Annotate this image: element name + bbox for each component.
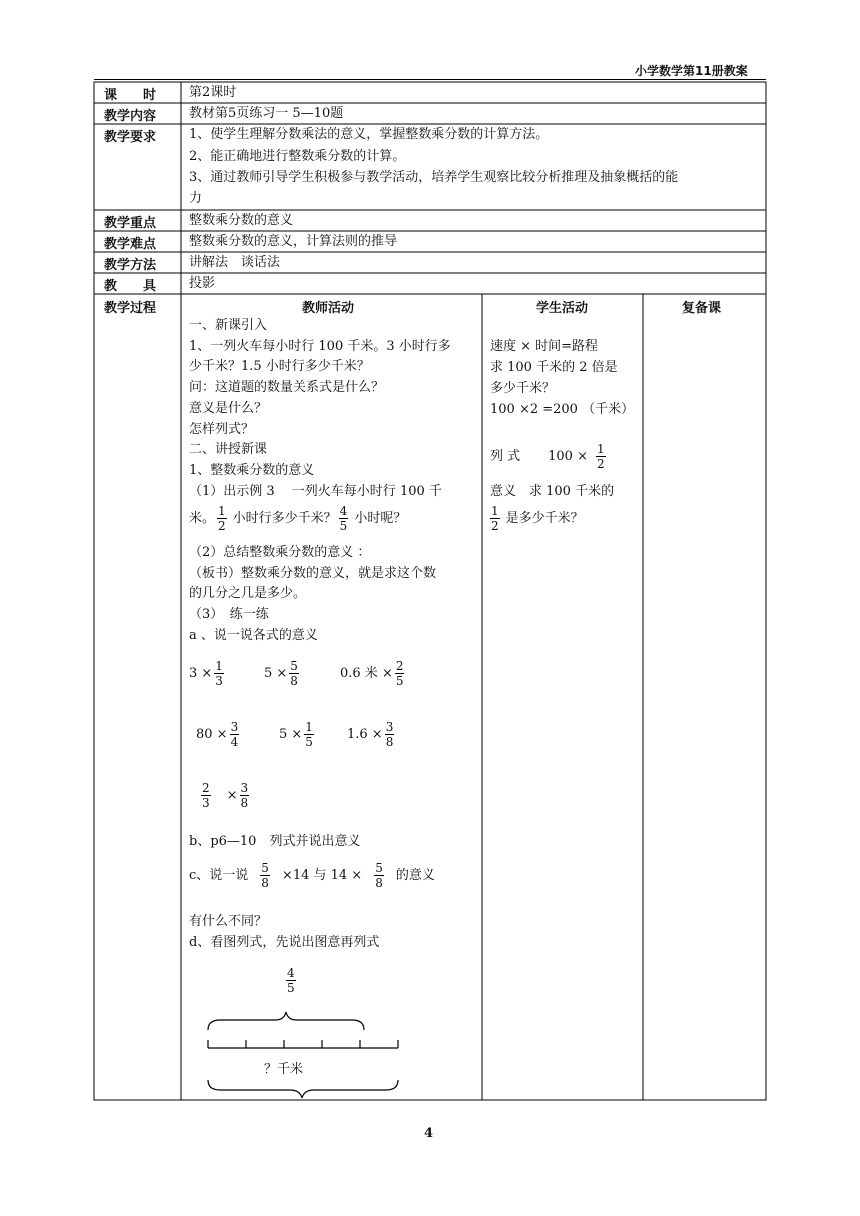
teacher-line: （3） 练一练 [189, 607, 269, 622]
expression-3x1-3: 3 × $\frac{1}{3}$ [189, 659, 223, 688]
key-point-label: 教学重点 [104, 216, 157, 231]
fraction-4-5: $\frac{4}{5}$ [339, 504, 348, 533]
teacher-column-header: 教师活动 [302, 301, 355, 316]
segment-diagram [200, 1008, 410, 1100]
student-column-header: 学生活动 [536, 301, 589, 316]
teacher-line: a 、说一说各式的意义 [189, 628, 318, 643]
review-column-header: 复备课 [682, 301, 722, 316]
difficulty-label: 教学难点 [104, 237, 157, 252]
difficulty-value: 整数乘分数的意义，计算法则的推导 [189, 234, 398, 249]
teacher-line: （1）出示例 3 一列火车每小时行 100 千 [189, 484, 442, 499]
page-number: 4 [424, 1126, 434, 1141]
teacher-line: 二、讲授新课 [189, 442, 268, 457]
teacher-line: 怎样列式？ [189, 422, 255, 437]
teacher-line: b、p6—10 列式并说出意义 [189, 834, 361, 849]
student-line: 100 ×2 =200 （千米） [490, 402, 635, 417]
method-label: 教学方法 [104, 258, 157, 273]
period-value: 第2课时 [189, 85, 237, 100]
tools-value: 投影 [189, 276, 216, 291]
diagram-fraction-4-5: $\frac{4}{5}$ [287, 966, 295, 995]
fraction-1-2: $\frac{1}{2}$ [218, 504, 226, 533]
student-formula: 列 式 100 × $\frac{1}{2}$ [490, 442, 605, 471]
teacher-line: 意义是什么？ [189, 401, 268, 416]
student-line: 意义 求 100 千米的 [490, 484, 615, 499]
expression-2-3x3-8: $\frac{2}{3}$ × $\frac{3}{8}$ [202, 781, 249, 810]
method-value: 讲解法 谈话法 [189, 255, 281, 270]
requirement-2: 2、能正确地进行整数乘分数的计算。 [189, 149, 406, 164]
teacher-line: 的几分之几是多少。 [189, 586, 307, 601]
requirement-3-cont: 力 [189, 191, 203, 206]
teacher-line: 一、新课引入 [189, 318, 268, 333]
teacher-text: 小时呢？ [354, 510, 407, 526]
diagram-label: ？千米 [264, 1062, 304, 1077]
period-label: 课 时 [104, 88, 157, 103]
teacher-line: d、看图列式，先说出图意再列式 [189, 935, 380, 950]
teacher-line: 有什么不同？ [189, 914, 268, 929]
teacher-line: 1、一列火车每小时行 100 千米。3 小时行多 [189, 339, 451, 354]
content-value: 教材第5页练习一 5—10题 [189, 106, 344, 121]
teacher-line: 问：这道题的数量关系式是什么？ [189, 380, 385, 395]
requirements-label: 教学要求 [104, 130, 157, 145]
expression-80x3-4: 80 × $\frac{3}{4}$ [196, 720, 239, 749]
expression-0.6x2-5: 0.6 米 × $\frac{2}{5}$ [340, 659, 404, 688]
process-label: 教学过程 [104, 301, 157, 316]
teacher-line: （板书）整数乘分数的意义，就是求这个数 [189, 566, 437, 581]
student-meaning: $\frac{1}{2}$ 是多少千米？ [491, 504, 584, 533]
teacher-line: （2）总结整数乘分数的意义 ： [189, 545, 371, 560]
tools-label: 教 具 [104, 279, 157, 294]
teacher-text: 米。 [189, 510, 216, 526]
page-header: 小学数学第11册教案 [635, 64, 748, 78]
key-point-value: 整数乘分数的意义 [189, 213, 294, 228]
content-label: 教学内容 [104, 109, 157, 124]
requirement-3: 3、通过教师引导学生积极参与教学活动，培养学生观察比较分析推理及抽象概括的能 [189, 170, 679, 185]
student-line: 求 100 千米的 2 倍是 [490, 360, 618, 375]
example-3-line [189, 504, 406, 533]
expression-5x5-8: 5 × $\frac{5}{8}$ [264, 659, 298, 688]
expression-1.6x3-8: 1.6 × $\frac{3}{8}$ [347, 720, 394, 749]
expression-5x1-5: 5 × $\frac{1}{5}$ [279, 720, 313, 749]
teacher-line: 1、整数乘分数的意义 [189, 463, 315, 478]
teacher-text: 小时行多少千米？ [232, 510, 337, 526]
requirement-1: 1、使学生理解分数乘法的意义，掌握整数乘分数的计算方法。 [189, 127, 549, 142]
teacher-line: 少千米？1.5 小时行多少千米？ [189, 359, 370, 374]
student-line: 速度 × 时间=路程 [490, 339, 599, 354]
compare-line: c、说一说 $\frac{5}{8}$ ×14 与 14 × $\frac{5}{8}$ 的意义 [189, 861, 435, 890]
student-line: 多少千米？ [490, 381, 556, 396]
